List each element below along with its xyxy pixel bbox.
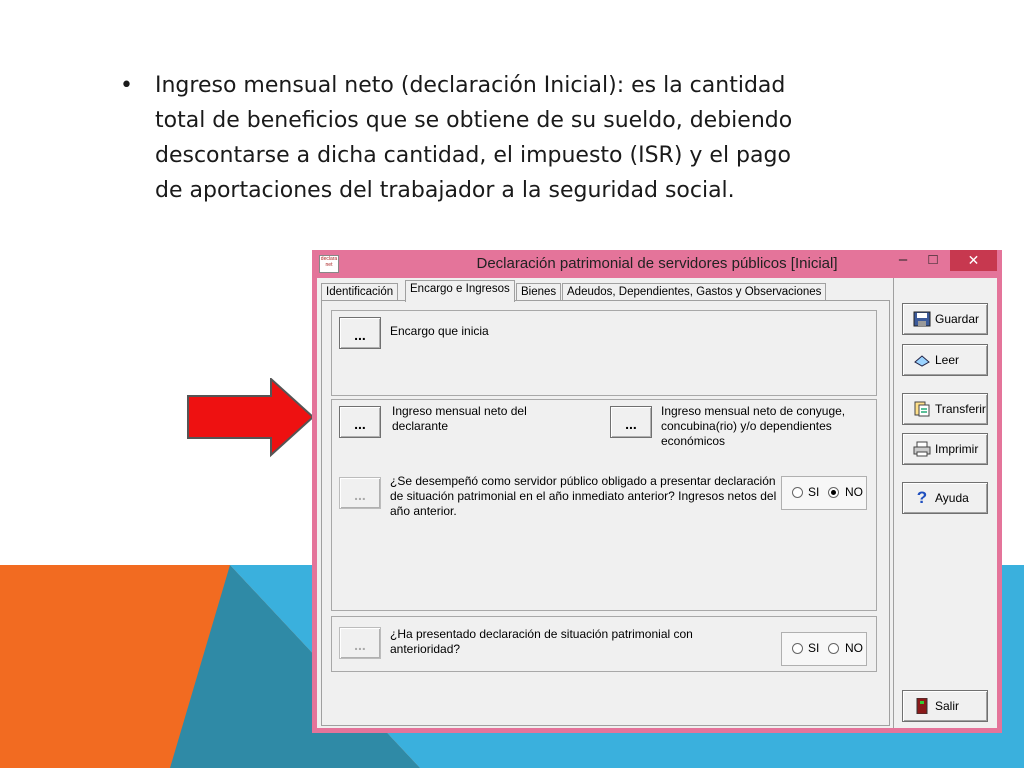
tab-bienes[interactable]: Bienes: [516, 283, 561, 302]
window-client: [317, 278, 997, 728]
imprimir-label: Imprimir: [935, 442, 979, 456]
title-bar[interactable]: [312, 250, 1002, 278]
radio-si[interactable]: [792, 643, 803, 654]
window-title: Declaración patrimonial de servidores públicos [Inicial]: [476, 255, 838, 272]
radio-group-servidor-anterior: [781, 476, 867, 510]
ayuda-button[interactable]: [902, 482, 988, 514]
app-icon: declara net: [319, 255, 339, 273]
sidebar-divider: [893, 278, 894, 728]
declaracion-anterior-button[interactable]: ...: [339, 627, 381, 659]
tab-adeudos[interactable]: Adeudos, Dependientes, Gastos y Observaciones: [562, 283, 826, 302]
radio-si-label: SI: [808, 485, 820, 499]
radio-no[interactable]: [828, 643, 839, 654]
maximize-button[interactable]: □: [928, 251, 938, 268]
save-icon: [913, 311, 931, 327]
transferir-label: Transferir: [935, 402, 986, 416]
guardar-button[interactable]: [902, 303, 988, 335]
question-declaracion-anterior: ¿Ha presentado declaración de situación patrimonial con anterioridad?: [390, 627, 693, 656]
bullet-paragraph: Ingreso mensual neto (declaración Inicial): es la cantidad total de beneficios que se obtiene de su sueldo, debiendo descontarse a dicha cantidad, el impuesto (ISR) y el pago de aportaciones del trabajador a la seguridad social.: [155, 73, 793, 203]
radio-si[interactable]: [792, 487, 803, 498]
ingresos-anterior-button[interactable]: ...: [339, 477, 381, 509]
salir-label: Salir: [935, 699, 960, 713]
print-icon: [913, 441, 931, 457]
radio-si-label: SI: [808, 641, 820, 655]
ingreso-declarante-button[interactable]: ...: [339, 406, 381, 438]
encargo-label: Encargo que inicia: [390, 324, 489, 338]
section-declaracion-anterior: [331, 616, 877, 672]
section-ingresos: [331, 399, 877, 611]
radio-no[interactable]: [828, 487, 839, 498]
exit-icon: [913, 698, 931, 714]
bullet: •: [120, 73, 133, 98]
radio-no-label: NO: [845, 641, 863, 655]
radio-no-label: NO: [845, 485, 863, 499]
tab-page-encargo-ingresos: [321, 300, 890, 726]
slide-bullet-text: [120, 68, 820, 208]
leer-label: Leer: [935, 353, 960, 367]
transferir-button[interactable]: [902, 393, 988, 425]
tab-encargo-ingresos[interactable]: Encargo e Ingresos: [405, 280, 515, 302]
radio-group-declaracion-anterior: [781, 632, 867, 666]
ingreso-conyuge-button[interactable]: ...: [610, 406, 652, 438]
close-button[interactable]: ✕: [950, 250, 997, 271]
read-icon: [913, 352, 931, 368]
salir-button[interactable]: [902, 690, 988, 722]
ingreso-declarante-label: Ingreso mensual neto del declarante: [392, 404, 527, 433]
imprimir-button[interactable]: [902, 433, 988, 465]
ingreso-conyuge-label: Ingreso mensual neto de conyuge, concubina(rio) y/o dependientes económicos: [661, 404, 846, 448]
transfer-icon: [913, 401, 931, 417]
help-icon: ?: [916, 488, 928, 507]
minimize-button[interactable]: –: [898, 251, 908, 268]
tab-identificacion[interactable]: Identificación: [321, 283, 398, 302]
leer-button[interactable]: [902, 344, 988, 376]
app-window: [312, 250, 1002, 733]
section-encargo: [331, 310, 877, 396]
encargo-button[interactable]: ...: [339, 317, 381, 349]
guardar-label: Guardar: [935, 312, 980, 326]
question-servidor-anterior: ¿Se desempeñó como servidor público obligado a presentar declaración de situación patrimonial en el año inmediato anterior? Ingresos netos del año anterior.: [390, 474, 777, 518]
ayuda-label: Ayuda: [935, 491, 969, 505]
red-arrow-icon: [187, 378, 317, 458]
